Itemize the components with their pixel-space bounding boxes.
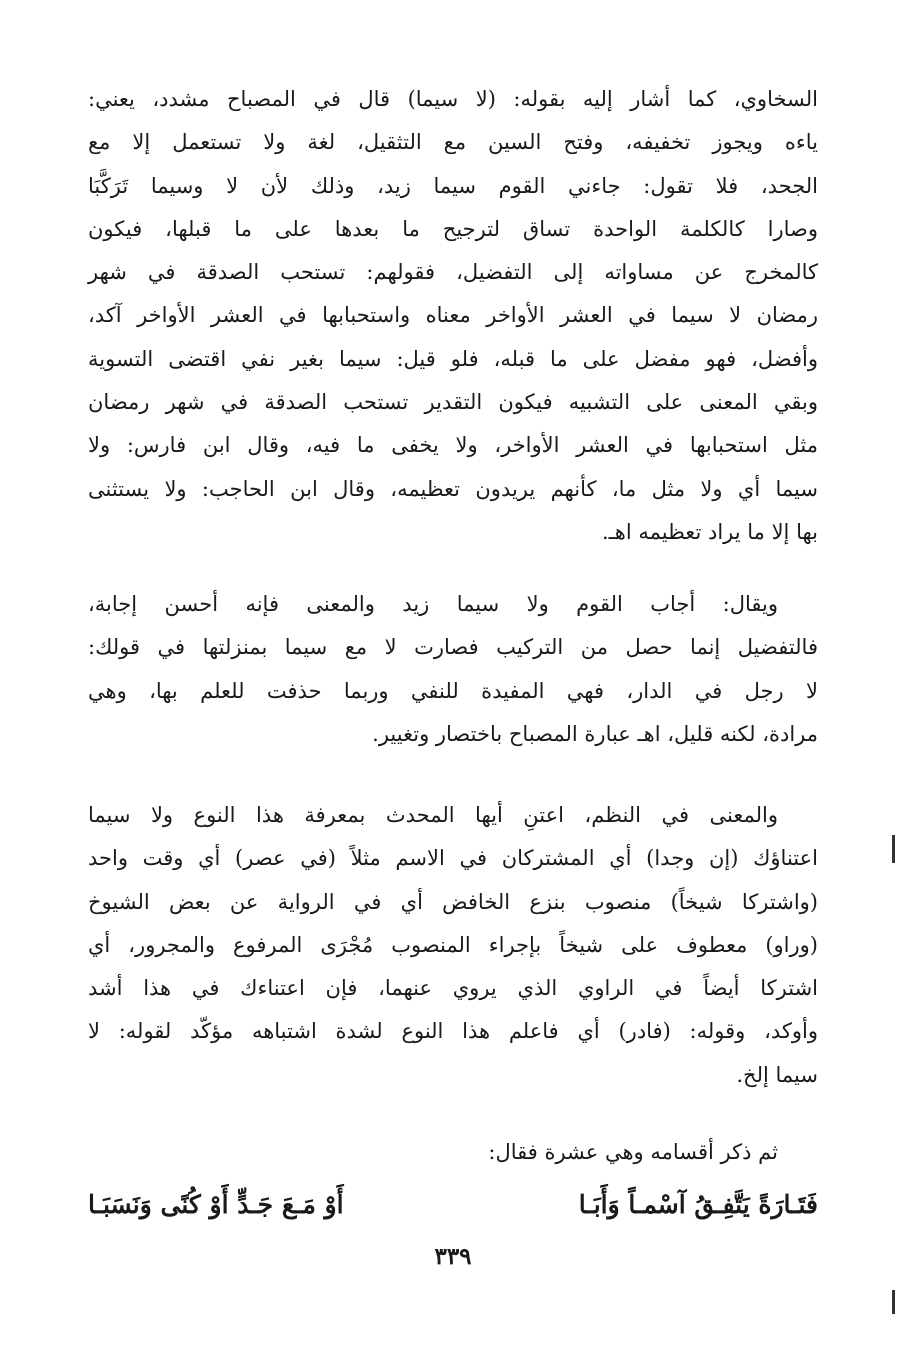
text-line: (وراو) معطوف على شيخاً بإجراء المنصوب مُجْرَى المرفوع والمجرور، أي — [88, 932, 818, 957]
page-number: ٣٣٩ — [434, 1243, 472, 1270]
text-line: وبقي المعنى على التشبيه فيكون التقدير تستحب الصدقة في شهر رمضان — [88, 390, 818, 415]
text-line: مرادة، لكنه قليل، اهـ عبارة المصباح باختصار وتغيير. — [372, 721, 818, 746]
text-line: وأفضل، فهو مفضل على ما قبله، فلو قيل: سيما بغير نفي اقتضى التسوية — [88, 346, 818, 371]
text-line: مثل استحبابها في العشر الأواخر، ولا يخفى ما فيه، وقال ابن فارس: ولا — [88, 433, 818, 458]
text-line: وأوكد، وقوله: (فادر) أي فاعلم هذا النوع لشدة اشتباهه مؤكّد لقوله: لا — [88, 1019, 818, 1044]
text-line: ياءه ويجوز تخفيفه، وفتح السين مع التثقيل، لغة ولا تستعمل إلا مع — [88, 130, 818, 155]
text-line: السخاوي، كما أشار إليه بقوله: (لا سيما) قال في المصباح مشدد، يعني: — [88, 87, 818, 111]
text-line: بها إلا ما يراد تعظيمه اهـ. — [601, 519, 818, 544]
scan-edge-mark — [892, 835, 895, 863]
text-line: والمعنى في النظم، اعتنِ أيها المحدث بمعرفة هذا النوع ولا سيما — [88, 803, 778, 827]
scan-edge-mark — [892, 1290, 895, 1314]
verse-second-hemistich: أَوْ مَـعَ جَـدٍّ أَوْ كُنًى وَنَسَبَـا — [88, 1190, 344, 1219]
paragraph-1 — [88, 78, 818, 554]
text-line: كالمخرج عن مساواته إلى التفضيل، فقولهم: تستحب الصدقة في شهر — [88, 260, 818, 285]
text-line: ثم ذكر أقسامه وهي عشرة فقال: — [488, 1140, 778, 1164]
text-line: (واشتركا شيخاً) منصوب بنزع الخافض أي في الرواية عن بعض الشيوخ — [88, 889, 818, 914]
paragraph-3 — [88, 794, 818, 1097]
text-line: اشتركا أيضاً في الراوي الذي يروي عنهما، فإن اعتناءك في هذا أشد — [88, 976, 818, 1001]
text-line: اعتناؤك (إن وجدا) أي المشتركان في الاسم مثلاً (في عصر) أي وقت واحد — [88, 846, 818, 871]
text-line: وصارا كالكلمة الواحدة تساق لترجيح ما بعدها على ما قبلها، فيكون — [88, 216, 818, 241]
text-line: لا رجل في الدار، فهي المفيدة للنفي وربما حذفت للعلم بها، وهي — [88, 678, 818, 703]
text-line: ويقال: أجاب القوم ولا سيما زيد والمعنى فإنه أحسن إجابة، — [88, 592, 778, 616]
text-line: الجحد، فلا تقول: جاءني القوم سيما زيد، وذلك لأن لا وسيما تَرَكَّبَا — [88, 173, 818, 198]
paragraph-2 — [88, 583, 818, 756]
verse-first-hemistich: فَتَـارَةً يَتَّفِـقُ آسْمـاً وَأَبَـا — [578, 1190, 818, 1219]
poetry-verse — [88, 1180, 818, 1230]
paragraph-4 — [88, 1131, 818, 1174]
text-line: رمضان لا سيما في العشر الأواخر معناه واستحبابها في العشر الأواخر آكد، — [88, 303, 818, 328]
text-line: فالتفضيل إنما حصل من التركيب فصارت لا مع سيما بمنزلتها في قولك: — [88, 635, 818, 660]
text-line: سيما إلخ. — [736, 1062, 818, 1087]
text-line: سيما أي ولا مثل ما، كأنهم يريدون تعظيمه، وقال ابن الحاجب: ولا يستثنى — [88, 476, 818, 501]
